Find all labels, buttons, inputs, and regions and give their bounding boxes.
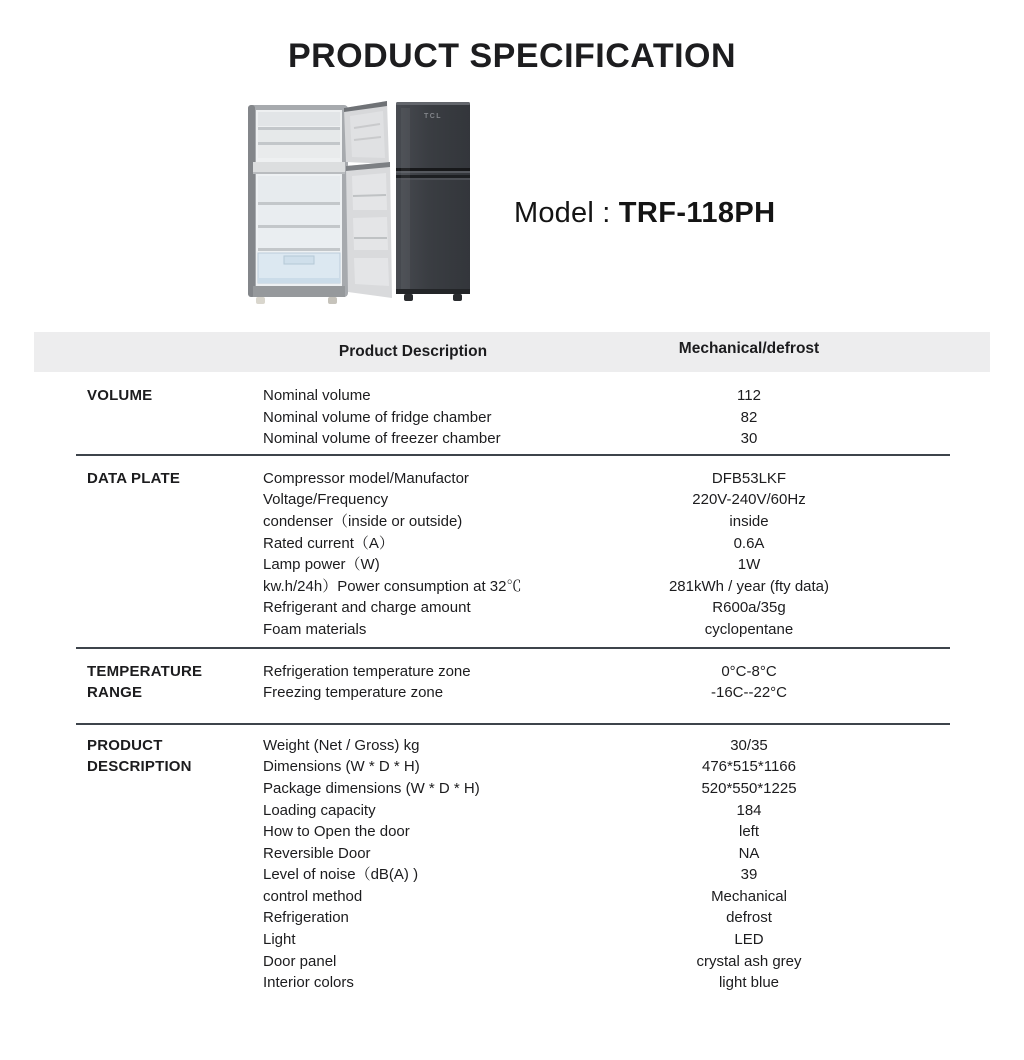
page-title: PRODUCT SPECIFICATION xyxy=(287,37,737,75)
spec-row xyxy=(263,385,990,407)
spec-row xyxy=(263,864,990,886)
spec-row xyxy=(263,735,990,757)
spec-row xyxy=(263,756,990,778)
spec-value: 184 xyxy=(736,801,762,819)
spec-value: 0.6A xyxy=(733,534,765,552)
hero-section xyxy=(0,96,1024,332)
spec-description: Refrigeration temperature zone xyxy=(263,662,471,680)
spec-description: Level of noise（dB(A) ) xyxy=(263,866,419,884)
spec-value: 476*515*1166 xyxy=(702,758,796,776)
spec-description: control method xyxy=(263,887,363,905)
spec-value: 220V-240V/60Hz xyxy=(692,491,806,509)
spec-description: Refrigeration xyxy=(263,909,349,927)
spec-description: Weight (Net / Gross) kg xyxy=(263,736,420,754)
model-line xyxy=(514,196,775,230)
spec-row xyxy=(263,554,990,576)
spec-row xyxy=(263,533,990,555)
spec-value: defrost xyxy=(726,909,772,927)
spec-description: condenser（inside or outside) xyxy=(263,512,463,530)
spec-description: Loading capacity xyxy=(263,801,376,819)
spec-row xyxy=(263,778,990,800)
spec-description: Light xyxy=(263,931,296,949)
spec-section-data-plate xyxy=(34,456,990,649)
spec-description: Rated current（A） xyxy=(263,534,394,552)
spec-value: 520*550*1225 xyxy=(701,779,797,797)
section-label: TEMPERATURE RANGE xyxy=(87,662,203,702)
spec-description: kw.h/24h）Power consumption at 32℃ xyxy=(263,577,522,595)
section-rows xyxy=(263,735,990,994)
spec-row xyxy=(263,907,990,929)
spec-table-body xyxy=(34,372,990,1002)
section-rows xyxy=(263,468,990,641)
spec-value: Mechanical xyxy=(711,887,787,905)
spec-row xyxy=(263,576,990,598)
spec-description: Refrigerant and charge amount xyxy=(263,599,471,617)
spec-row xyxy=(263,886,990,908)
spec-description: Freezing temperature zone xyxy=(263,684,444,702)
spec-value: left xyxy=(738,823,759,841)
spec-row xyxy=(263,428,990,450)
column-header-variant: Mechanical/defrost xyxy=(678,340,820,357)
section-label: VOLUME xyxy=(87,387,153,404)
spec-description: How to Open the door xyxy=(263,823,410,841)
spec-row xyxy=(263,972,990,994)
model-label: Model : xyxy=(514,197,619,229)
spec-description: Foam materials xyxy=(263,620,367,638)
spec-value: 1W xyxy=(737,556,761,574)
spec-row xyxy=(263,821,990,843)
spec-row xyxy=(263,489,990,511)
spec-value: 281kWh / year (fty data) xyxy=(668,577,830,595)
section-rows xyxy=(263,661,990,704)
spec-value: 39 xyxy=(740,866,758,884)
section-label: DATA PLATE xyxy=(87,469,181,487)
spec-description: Nominal volume of fridge chamber xyxy=(263,408,492,426)
spec-row xyxy=(263,800,990,822)
spec-row xyxy=(263,511,990,533)
spec-value: 30/35 xyxy=(730,736,768,754)
spec-value: 30 xyxy=(740,430,758,448)
open-refrigerator-image xyxy=(240,100,392,310)
spec-value: cyclopentane xyxy=(704,620,794,638)
spec-value: inside xyxy=(729,512,769,530)
model-number: TRF-118PH xyxy=(618,197,776,229)
spec-description: Nominal volume of freezer chamber xyxy=(263,430,501,448)
spec-value: NA xyxy=(738,844,760,862)
spec-row xyxy=(263,468,990,490)
spec-row xyxy=(263,682,990,704)
spec-section-volume xyxy=(34,372,990,456)
spec-value: DFB53LKF xyxy=(711,469,787,487)
section-label: PRODUCT DESCRIPTION xyxy=(87,736,192,776)
spec-row xyxy=(263,407,990,429)
spec-row xyxy=(263,929,990,951)
table-header-row xyxy=(34,332,990,372)
column-header-product-description: Product Description xyxy=(338,343,488,360)
spec-table xyxy=(34,332,990,1002)
spec-row xyxy=(263,951,990,973)
spec-value: -16C--22°C xyxy=(710,684,788,702)
spec-value: LED xyxy=(734,931,764,949)
spec-value: 112 xyxy=(737,387,761,404)
spec-description: Door panel xyxy=(263,952,337,970)
spec-value: R600a/35g xyxy=(712,599,786,617)
brand-logo: TCL xyxy=(423,113,443,120)
spec-description: Dimensions (W * D * H) xyxy=(263,758,420,776)
spec-value: crystal ash grey xyxy=(696,952,802,970)
spec-description: Voltage/Frequency xyxy=(263,491,389,509)
spec-description: Nominal volume xyxy=(263,387,371,404)
spec-description: Package dimensions (W * D * H) xyxy=(263,779,480,797)
spec-value: light blue xyxy=(718,974,780,992)
spec-description: Interior colors xyxy=(263,974,354,992)
spec-value: 0°C-8°C xyxy=(721,662,777,680)
spec-description: Lamp power（W) xyxy=(263,556,380,574)
spec-value: 82 xyxy=(740,408,758,426)
spec-description: Compressor model/Manufactor xyxy=(263,469,469,487)
section-rows xyxy=(263,385,990,450)
spec-row xyxy=(263,843,990,865)
spec-section-product-description xyxy=(34,725,990,1002)
closed-refrigerator-image xyxy=(394,100,474,302)
spec-row xyxy=(263,661,990,683)
spec-row xyxy=(263,619,990,641)
spec-row xyxy=(263,597,990,619)
spec-description: Reversible Door xyxy=(263,844,371,862)
spec-section-temperature-range xyxy=(34,649,990,725)
